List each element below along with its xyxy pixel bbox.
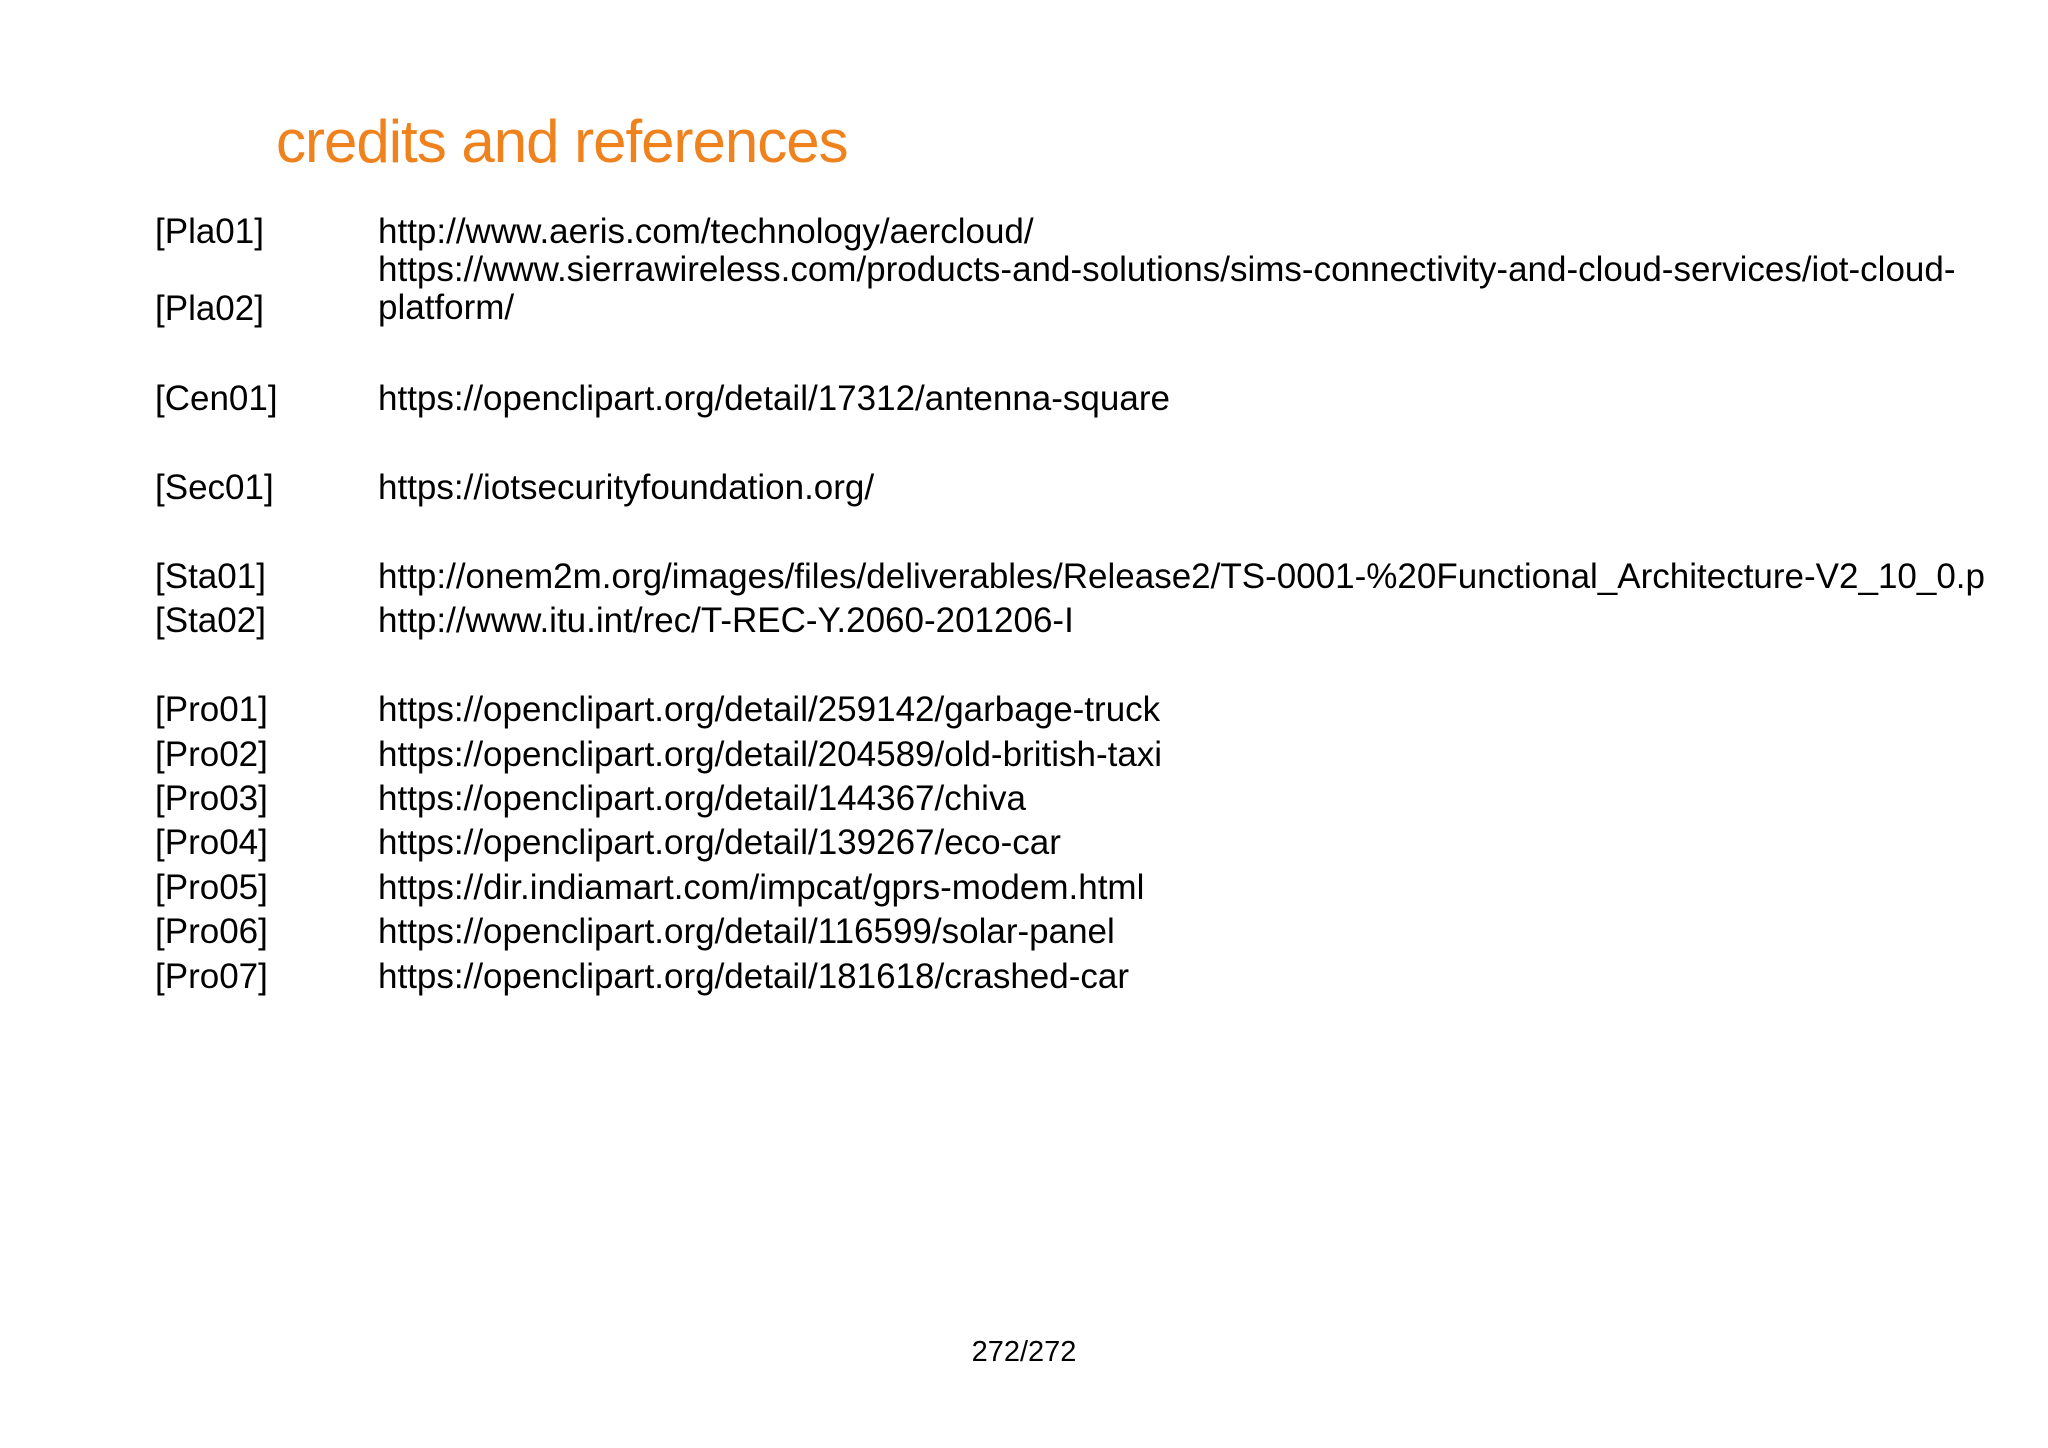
reference-item-pro07 [0, 955, 2048, 999]
reference-key: [Pro05] [155, 868, 268, 907]
reference-item-pro06 [0, 910, 2048, 954]
reference-item-pro05 [0, 866, 2048, 910]
reference-url[interactable]: https://iotsecurityfoundation.org/ [378, 469, 875, 507]
reference-item-pro03 [0, 777, 2048, 821]
reference-url[interactable]: https://openclipart.org/detail/144367/chiva [378, 780, 1026, 818]
reference-url[interactable]: https://openclipart.org/detail/204589/old-british-taxi [378, 736, 1163, 774]
reference-item-cen01 [0, 377, 2048, 421]
reference-url[interactable]: https://openclipart.org/detail/259142/garbage-truck [378, 691, 1161, 729]
reference-url[interactable]: http://www.itu.int/rec/T-REC-Y.2060-201206-I [378, 602, 1074, 640]
reference-item-pla02 [0, 251, 2048, 331]
reference-item-pro04 [0, 821, 2048, 865]
reference-key: [Cen01] [155, 379, 278, 418]
reference-key: [Pro04] [155, 823, 268, 862]
reference-url[interactable]: https://openclipart.org/detail/181618/crashed-car [378, 958, 1130, 996]
reference-url[interactable]: https://openclipart.org/detail/116599/solar-panel [378, 913, 1115, 951]
reference-item-sta01 [0, 555, 2048, 599]
page-number: 272/272 [971, 1336, 1077, 1368]
reference-key: [Pro06] [155, 912, 268, 951]
reference-key: [Pro07] [155, 957, 268, 996]
reference-url[interactable]: http://onem2m.org/images/files/deliverables/Release2/TS-0001-%20Functional_Architecture-V2_10_0.p [378, 558, 1985, 596]
reference-key: [Sec01] [155, 468, 274, 507]
reference-url[interactable]: http://www.aeris.com/technology/aercloud/ [378, 213, 1034, 251]
reference-item-sta02 [0, 599, 2048, 643]
reference-item-sec01 [0, 466, 2048, 510]
reference-key: [Pro01] [155, 690, 268, 729]
reference-url[interactable]: https://openclipart.org/detail/17312/antenna-square [378, 380, 1170, 418]
reference-key: [Pla02] [155, 289, 264, 328]
reference-url[interactable]: https://openclipart.org/detail/139267/eco-car [378, 824, 1061, 862]
page-title: credits and references [276, 108, 848, 175]
reference-key: [Pro03] [155, 779, 268, 818]
reference-url[interactable]: https://dir.indiamart.com/impcat/gprs-modem.html [378, 869, 1145, 907]
reference-key: [Sta01] [155, 557, 266, 596]
reference-key: [Pla01] [155, 212, 264, 251]
reference-key: [Sta02] [155, 601, 266, 640]
reference-item-pla01 [0, 210, 2048, 254]
reference-key: [Pro02] [155, 735, 268, 774]
reference-url-line-1[interactable]: https://www.sierrawireless.com/products-and-solutions/sims-connectivity-and-cloud-services/iot-cloud- [378, 251, 1956, 289]
reference-item-pro01 [0, 688, 2048, 732]
reference-item-pro02 [0, 733, 2048, 777]
reference-url-line-2[interactable]: platform/ [378, 289, 515, 327]
